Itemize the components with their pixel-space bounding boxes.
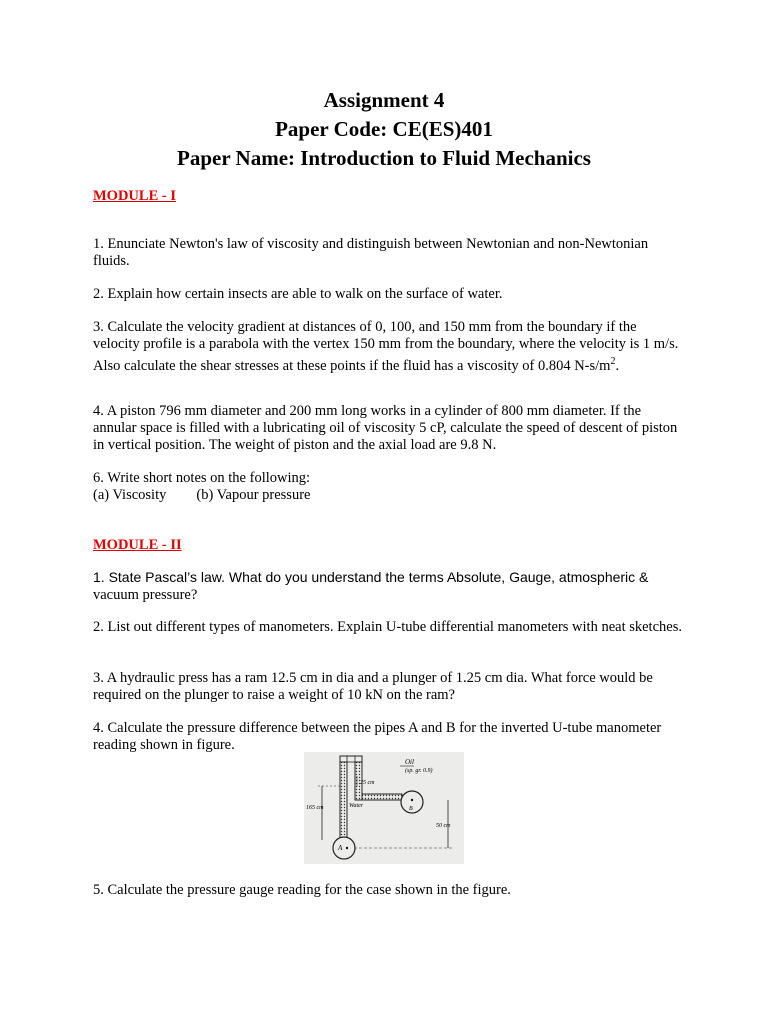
left-water-column xyxy=(340,762,347,840)
document-header xyxy=(0,86,768,173)
module-2-question-4: 4. Calculate the pressure difference between the pipes A and B for the inverted U-tube manometer reading shown in figure. xyxy=(93,720,662,753)
height-165-label: 165 cm xyxy=(306,805,324,811)
question-3-text: 3. Calculate the velocity gradient at distances of 0, 100, and 150 mm from the boundary if the velocity profile is a parabola with the vertex 150 mm from the boundary, where the velocity is 1 m/s. Also calculate the shear stresses at these points if the fluid has a viscosity of 0.804 N-s/m xyxy=(93,319,679,374)
module-1-question-2: 2. Explain how certain insects are able to walk on the surface of water. xyxy=(93,286,503,302)
option-a: (a) Viscosity xyxy=(93,487,167,503)
module-2-question-3: 3. A hydraulic press has a ram 12.5 cm in dia and a plunger of 1.25 cm dia. What force would be required on the plunger to raise a weight of 10 kN on the ram? xyxy=(93,670,653,703)
oil-label: Oil xyxy=(405,758,414,766)
oil-sg-label: (sp. gr. 0.9) xyxy=(405,768,433,774)
module-1-question-6-options xyxy=(93,487,683,504)
paper-code: Paper Code: CE(ES)401 xyxy=(275,117,493,141)
module-1-heading: MODULE - I xyxy=(93,188,176,204)
pipe-a xyxy=(333,837,355,859)
module-2-question-2: 2. List out different types of manometers. Explain U-tube differential manometers with neat sketches. xyxy=(93,619,682,635)
assignment-title: Assignment 4 xyxy=(323,88,445,112)
module-1-question-6: 6. Write short notes on the following: xyxy=(93,470,311,486)
paper-name: Paper Name: Introduction to Fluid Mechanics xyxy=(177,146,591,170)
question-3-superscript: 2 xyxy=(610,356,616,367)
water-label: Water xyxy=(349,803,364,809)
question-1-lead: 1. State Pascal’s law. What do you understand the terms Absolute, Gauge, atmospheric & xyxy=(93,569,649,585)
option-b: (b) Vapour pressure xyxy=(196,487,311,503)
question-1-rest: vacuum pressure? xyxy=(93,587,198,603)
manometer-diagram xyxy=(304,752,464,864)
module-2-question-1 xyxy=(93,569,683,604)
pipe-b-label: B xyxy=(409,806,413,812)
top-bend xyxy=(340,756,362,762)
pipe-to-b xyxy=(362,794,402,800)
module-1-question-3 xyxy=(93,319,683,375)
question-3-end: . xyxy=(615,357,620,374)
pipe-a-label: A xyxy=(338,844,343,852)
module-2-question-5: 5. Calculate the pressure gauge reading for the case shown in the figure. xyxy=(93,882,511,898)
module-2-heading: MODULE - II xyxy=(93,537,182,553)
module-1-question-1: 1. Enunciate Newton's law of viscosity and distinguish between Newtonian and non-Newtonian fluids. xyxy=(93,236,649,269)
height-25-label: 25 cm xyxy=(360,780,375,786)
height-50-label: 50 cm xyxy=(436,823,451,829)
module-1-question-4: 4. A piston 796 mm diameter and 200 mm long works in a cylinder of 800 mm diameter. If the annular space is filled with a lubricating oil of viscosity 5 cP, calculate the speed of descent of piston in vertical position. The weight of piston and the axial load are 9.8 N. xyxy=(93,403,678,453)
manometer-figure xyxy=(304,752,464,864)
